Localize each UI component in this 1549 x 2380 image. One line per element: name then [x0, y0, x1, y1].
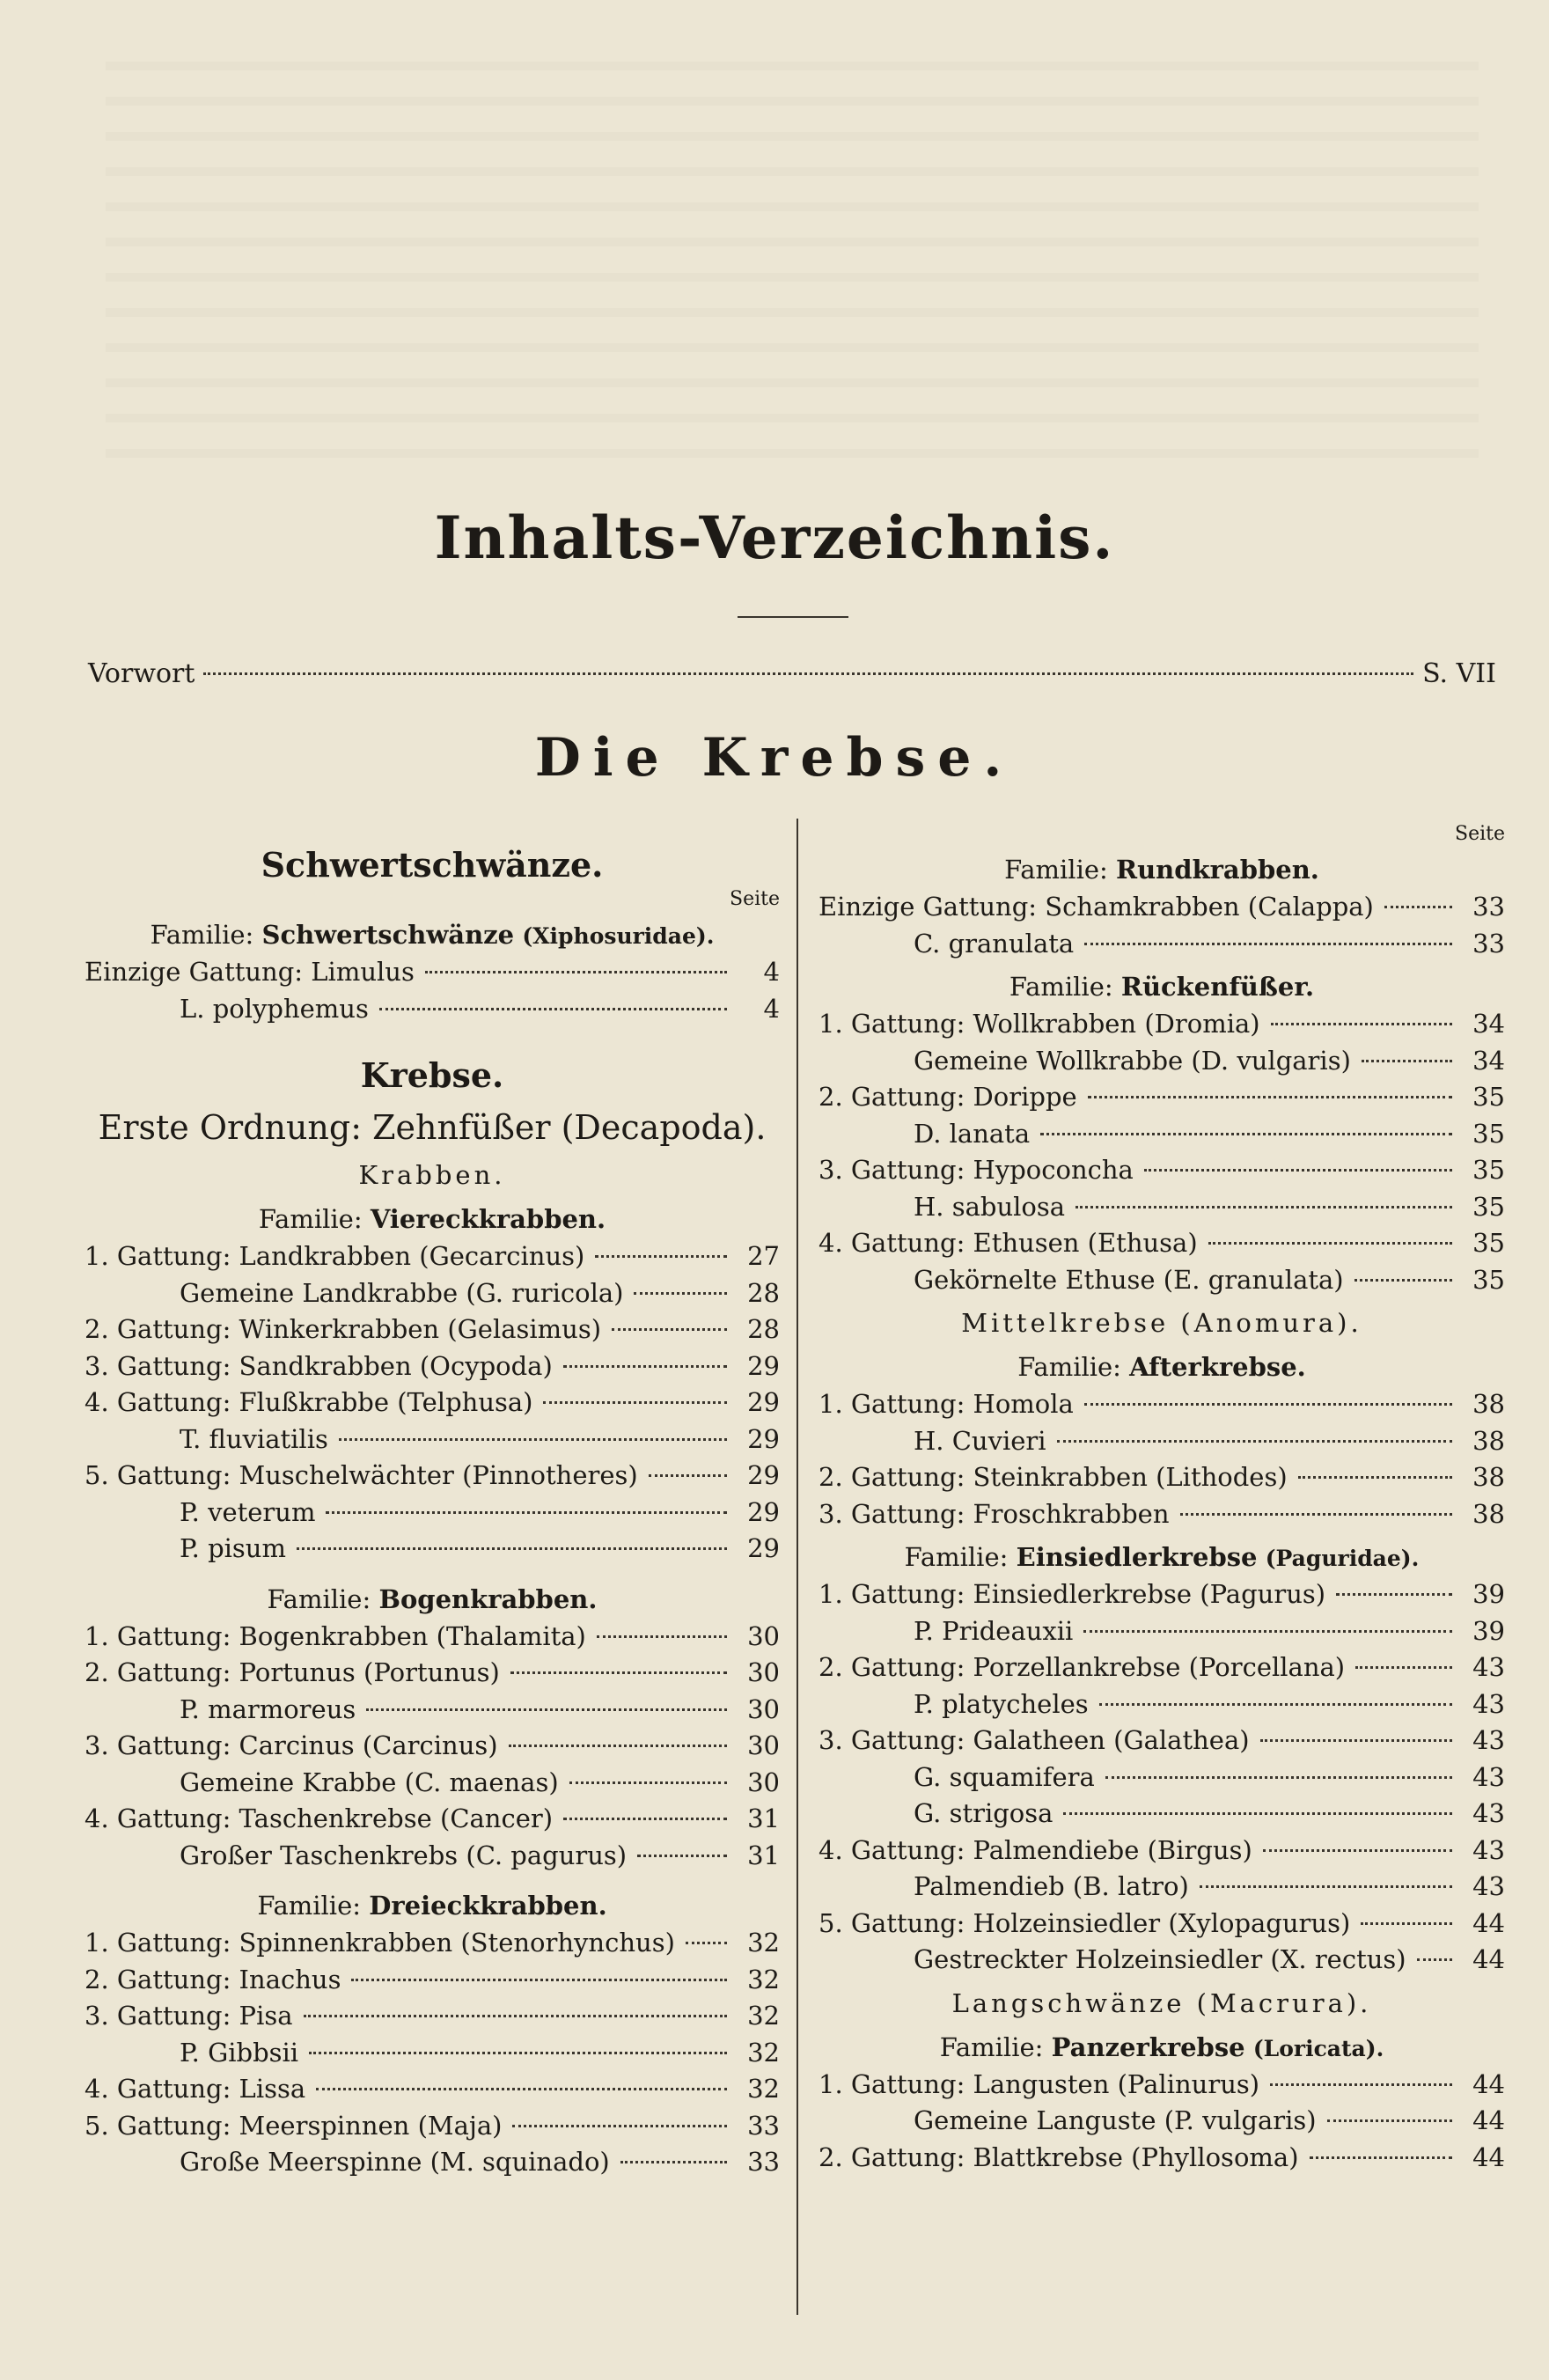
- entry-text: 3. Gattung: Pisa: [84, 2001, 293, 2031]
- family-latin: (Paguridae).: [1265, 1546, 1420, 1571]
- entry-text: 1. Gattung: Einsiedlerkrebse (Pagurus): [819, 1579, 1326, 1609]
- page-number: 4: [763, 993, 780, 1024]
- toc-entry: [819, 1116, 1505, 1153]
- entry-list: [819, 1386, 1505, 1532]
- toc-entry: [84, 2035, 780, 2072]
- family-heading: [819, 967, 1505, 1006]
- page-number: 43: [1472, 1725, 1505, 1755]
- subgroup-heading: Mittelkrebse (Anomura).: [961, 1308, 1362, 1338]
- family-prefix: Familie:: [939, 2031, 1044, 2062]
- family-heading: [84, 1886, 780, 1925]
- toc-entry: [84, 1728, 780, 1765]
- page-number: 43: [1472, 1761, 1505, 1792]
- group-heading: Schwertschwänze.: [261, 845, 604, 885]
- toc-entry: [819, 1833, 1505, 1869]
- page-number: 31: [747, 1840, 780, 1870]
- dot-leader: [1298, 1476, 1452, 1479]
- toc-entry: [819, 1225, 1505, 1262]
- vorwort-page: S. VII: [1422, 658, 1496, 689]
- dot-leader: [1088, 1096, 1452, 1098]
- dot-leader: [595, 1255, 727, 1258]
- dot-leader: [366, 1708, 727, 1711]
- entry-text: 4. Gattung: Taschenkrebse (Cancer): [84, 1803, 554, 1833]
- title-rule: [738, 616, 848, 618]
- family-heading: [819, 2028, 1505, 2067]
- entry-text: 3. Gattung: Froschkrabben: [819, 1498, 1170, 1529]
- family-name: Viereckkrabben.: [370, 1204, 606, 1234]
- toc-entry: [84, 1531, 780, 1568]
- toc-entry: [84, 1421, 780, 1458]
- page-number: 34: [1472, 1045, 1505, 1076]
- dot-leader: [1355, 1666, 1452, 1669]
- entry-list: [84, 1238, 780, 1568]
- entry-text: 1. Gattung: Wollkrabben (Dromia): [819, 1009, 1260, 1039]
- dot-leader: [510, 1671, 727, 1674]
- page-number: 27: [747, 1241, 780, 1271]
- family-name: Bogenkrabben.: [378, 1583, 598, 1614]
- dot-leader: [1099, 1703, 1452, 1706]
- page-number: 32: [747, 2074, 780, 2104]
- dot-leader: [543, 1401, 727, 1404]
- dot-leader: [1075, 1206, 1452, 1208]
- entry-text: H. Cuvieri: [914, 1425, 1046, 1456]
- dot-leader: [1084, 943, 1452, 945]
- page-number: 38: [1472, 1462, 1505, 1492]
- dot-leader: [569, 1781, 727, 1784]
- family-name: Rundkrabben.: [1116, 855, 1319, 885]
- dot-leader: [1336, 1593, 1452, 1596]
- dot-leader: [425, 971, 727, 973]
- family-prefix: Familie:: [150, 920, 254, 950]
- page-number: 33: [747, 2147, 780, 2177]
- page-number: 35: [1472, 1264, 1505, 1295]
- toc-entry: [819, 1079, 1505, 1116]
- left-column: [84, 819, 780, 2181]
- dot-leader: [1260, 1739, 1452, 1742]
- toc-entry: [819, 1152, 1505, 1189]
- entry-text: P. Gibbsii: [180, 2037, 299, 2068]
- entry-text: 3. Gattung: Sandkrabben (Ocypoda): [84, 1350, 553, 1381]
- toc-entry: [819, 1649, 1505, 1686]
- dot-leader: [1354, 1279, 1452, 1282]
- dot-leader: [339, 1438, 727, 1441]
- toc-entry: [819, 1869, 1505, 1906]
- toc-entry: [819, 1759, 1505, 1796]
- page-number: 44: [1472, 2068, 1505, 2099]
- page-number: 38: [1472, 1389, 1505, 1419]
- right-column: [819, 819, 1505, 2176]
- dot-leader: [1263, 1849, 1452, 1852]
- toc-entry: [84, 2144, 780, 2181]
- page-number: 32: [747, 1928, 780, 1958]
- entry-text: P. marmoreus: [180, 1693, 356, 1724]
- family-name: Einsiedlerkrebse: [1016, 1542, 1258, 1572]
- family-heading: [84, 1580, 780, 1619]
- family-latin: (Xiphosuridae).: [522, 923, 715, 949]
- page-number: 43: [1472, 1871, 1505, 1901]
- family-prefix: Familie:: [257, 1891, 362, 1921]
- entry-list: [84, 954, 780, 1027]
- toc-entry: [819, 1459, 1505, 1496]
- page-title: Inhalts-Verzeichnis.: [434, 503, 1115, 572]
- dot-leader: [1417, 1958, 1452, 1961]
- entry-text: 5. Gattung: Meerspinnen (Maja): [84, 2110, 503, 2141]
- entry-list: [84, 1925, 780, 2181]
- dot-leader: [634, 1292, 727, 1295]
- entry-text: 1. Gattung: Langusten (Palinurus): [819, 2068, 1260, 2099]
- family-prefix: Familie:: [1004, 855, 1108, 885]
- dot-leader: [563, 1365, 727, 1368]
- dot-leader: [1040, 1133, 1452, 1135]
- toc-entry: [84, 1238, 780, 1275]
- entry-text: Gemeine Landkrabbe (G. ruricola): [180, 1277, 624, 1308]
- subgroup-heading: Krabben.: [358, 1160, 506, 1190]
- entry-text: 4. Gattung: Ethusen (Ethusa): [819, 1228, 1198, 1258]
- dot-leader: [1384, 906, 1452, 908]
- page-number: 30: [747, 1767, 780, 1797]
- show-through-bleed: [106, 35, 1479, 475]
- entry-text: G. squamifera: [914, 1761, 1095, 1792]
- entry-text: 2. Gattung: Portunus (Portunus): [84, 1657, 500, 1687]
- page-number: 31: [747, 1803, 780, 1833]
- entry-text: 3. Gattung: Hypoconcha: [819, 1155, 1134, 1185]
- entry-text: L. polyphemus: [180, 993, 369, 1024]
- entry-text: 4. Gattung: Lissa: [84, 2074, 306, 2104]
- page-number: 29: [747, 1496, 780, 1527]
- dot-leader: [637, 1855, 727, 1857]
- dot-leader: [1310, 2156, 1452, 2159]
- page-number: 35: [1472, 1191, 1505, 1222]
- family-name: Rückenfüßer.: [1120, 972, 1315, 1002]
- dot-leader: [1063, 1812, 1452, 1815]
- entry-text: Gestreckter Holzeinsiedler (X. rectus): [914, 1944, 1406, 1974]
- toc-entry: [84, 1692, 780, 1729]
- family-prefix: Familie:: [258, 1204, 363, 1234]
- page-number: 29: [747, 1533, 780, 1563]
- entry-text: 5. Gattung: Holzeinsiedler (Xylopagurus): [819, 1907, 1351, 1938]
- section-title: Die Krebse.: [534, 727, 1015, 789]
- entry-text: 2. Gattung: Blattkrebse (Phyllosoma): [819, 2141, 1299, 2172]
- page-number: 35: [1472, 1082, 1505, 1112]
- family-name: Panzerkrebse: [1051, 2031, 1245, 2062]
- family-heading: [84, 915, 780, 954]
- family-prefix: Familie:: [1009, 972, 1113, 1002]
- entry-text: 5. Gattung: Muschelwächter (Pinnotheres): [84, 1460, 638, 1490]
- toc-entry: [84, 1962, 780, 1999]
- page-number: 29: [747, 1387, 780, 1417]
- toc-entry: [819, 1043, 1505, 1080]
- family-heading: [819, 1348, 1505, 1386]
- page-number: 35: [1472, 1228, 1505, 1258]
- page-number: 4: [763, 957, 780, 987]
- toc-entry: [84, 1838, 780, 1875]
- page-number: 32: [747, 2001, 780, 2031]
- family-prefix: Familie:: [904, 1542, 1009, 1572]
- entry-list: [84, 1619, 780, 1875]
- dot-leader: [1105, 1776, 1452, 1779]
- entry-text: Gekörnelte Ethuse (E. granulata): [914, 1264, 1344, 1295]
- toc-entry: [84, 1348, 780, 1385]
- page-number: 35: [1472, 1118, 1505, 1149]
- entry-text: 1. Gattung: Homola: [819, 1389, 1074, 1419]
- toc-entry: [84, 2071, 780, 2108]
- toc-entry: [84, 1998, 780, 2035]
- entry-text: 2. Gattung: Winkerkrabben (Gelasimus): [84, 1314, 602, 1344]
- group-heading: Krebse.: [360, 1055, 504, 1095]
- entry-text: P. platycheles: [914, 1688, 1089, 1719]
- page-number: 33: [1472, 928, 1505, 959]
- toc-entry: [819, 1386, 1505, 1423]
- entry-text: Einzige Gattung: Schamkrabben (Calappa): [819, 892, 1374, 922]
- dot-leader: [649, 1474, 727, 1477]
- dot-leader: [1362, 1060, 1452, 1062]
- entry-list: [819, 889, 1505, 962]
- toc-entry: [84, 2108, 780, 2145]
- toc-entry: [84, 1655, 780, 1692]
- toc-entry: [819, 1613, 1505, 1650]
- dot-leader: [1057, 1440, 1452, 1443]
- toc-entry: [819, 1686, 1505, 1723]
- dot-leader: [1084, 1403, 1452, 1406]
- page-number: 43: [1472, 1652, 1505, 1682]
- vorwort-entry: [88, 658, 1496, 689]
- toc-entry: [819, 1796, 1505, 1833]
- toc-entry: [819, 1723, 1505, 1759]
- page-number: 33: [747, 2110, 780, 2141]
- entry-text: 3. Gattung: Carcinus (Carcinus): [84, 1730, 498, 1760]
- dot-leader: [1327, 2119, 1452, 2122]
- dot-leader: [326, 1511, 727, 1514]
- entry-text: Palmendieb (B. latro): [914, 1871, 1189, 1901]
- dot-leader: [1361, 1922, 1452, 1925]
- toc-entry: [819, 1423, 1505, 1460]
- entry-text: C. granulata: [914, 928, 1075, 959]
- toc-entry: [84, 1458, 780, 1495]
- entry-text: Großer Taschenkrebs (C. pagurus): [180, 1840, 628, 1870]
- entry-text: P. pisum: [180, 1533, 286, 1563]
- dot-leader: [203, 672, 1413, 675]
- entry-text: 1. Gattung: Landkrabben (Gecarcinus): [84, 1241, 585, 1271]
- page-number: 30: [747, 1657, 780, 1687]
- toc-entry: [84, 1385, 780, 1421]
- toc-entry: [84, 1801, 780, 1838]
- family-name: Afterkrebse.: [1129, 1352, 1306, 1382]
- subgroup-heading: Langschwänze (Macrura).: [951, 1987, 1372, 2018]
- dot-leader: [1144, 1169, 1452, 1172]
- toc-entry: [819, 926, 1505, 963]
- family-latin: (Loricata).: [1252, 2035, 1384, 2061]
- page-number: 29: [747, 1350, 780, 1381]
- toc-entry: [819, 1942, 1505, 1979]
- page-number: 30: [747, 1730, 780, 1760]
- column-divider: [797, 819, 798, 2315]
- toc-entry: [84, 1925, 780, 1962]
- entry-text: H. sabulosa: [914, 1191, 1066, 1222]
- entry-text: Einzige Gattung: Limulus: [84, 957, 415, 987]
- page-number: 28: [747, 1314, 780, 1344]
- page-number: 33: [1472, 892, 1505, 922]
- dot-leader: [351, 1979, 727, 1981]
- page-number: 44: [1472, 1907, 1505, 1938]
- page-number: 39: [1472, 1579, 1505, 1609]
- toc-entry: [84, 954, 780, 991]
- dot-leader: [1083, 1630, 1452, 1633]
- page-number: 38: [1472, 1425, 1505, 1456]
- dot-leader: [509, 1745, 727, 1747]
- page-number: 30: [747, 1620, 780, 1651]
- dot-leader: [316, 2088, 727, 2090]
- dot-leader: [1270, 2083, 1452, 2086]
- entry-text: Gemeine Krabbe (C. maenas): [180, 1767, 559, 1797]
- page-number: 34: [1472, 1009, 1505, 1039]
- family-name: Schwertschwänze: [261, 920, 515, 950]
- toc-entry: [819, 889, 1505, 926]
- family-heading: [819, 1538, 1505, 1576]
- toc-entry: [819, 2067, 1505, 2104]
- dot-leader: [597, 1635, 727, 1638]
- entry-list: [819, 1006, 1505, 1298]
- entry-text: P. Prideauxii: [914, 1615, 1074, 1646]
- entry-text: T. fluviatilis: [180, 1423, 328, 1454]
- toc-entry: [84, 1765, 780, 1802]
- dot-leader: [686, 1942, 727, 1944]
- page-number: 29: [747, 1423, 780, 1454]
- dot-leader: [1200, 1885, 1452, 1888]
- page-number: 35: [1472, 1155, 1505, 1185]
- entry-text: 2. Gattung: Dorippe: [819, 1082, 1077, 1112]
- toc-entry: [819, 1576, 1505, 1613]
- page-number: 43: [1472, 1688, 1505, 1719]
- entry-text: D. lanata: [914, 1118, 1031, 1149]
- dot-leader: [620, 2161, 727, 2163]
- page-number: 43: [1472, 1834, 1505, 1865]
- toc-entry: [84, 1275, 780, 1312]
- toc-entry: [819, 2140, 1505, 2177]
- entry-text: 2. Gattung: Porzellankrebse (Porcellana): [819, 1652, 1346, 1682]
- toc-entry: [819, 1006, 1505, 1043]
- toc-entry: [84, 1619, 780, 1656]
- dot-leader: [379, 1008, 727, 1010]
- toc-entry: [819, 1496, 1505, 1533]
- entry-list: [819, 2067, 1505, 2177]
- dot-leader: [304, 2015, 727, 2017]
- page-number: 28: [747, 1277, 780, 1308]
- toc-entry: [819, 2103, 1505, 2140]
- page-number: 44: [1472, 2105, 1505, 2135]
- family-heading: [819, 850, 1505, 889]
- family-name: Dreieckkrabben.: [369, 1891, 607, 1921]
- dot-leader: [309, 2052, 727, 2054]
- page-number: 43: [1472, 1798, 1505, 1828]
- entry-text: Große Meerspinne (M. squinado): [180, 2147, 610, 2177]
- entry-text: 1. Gattung: Spinnenkrabben (Stenorhynchus): [84, 1928, 675, 1958]
- entry-text: Gemeine Wollkrabbe (D. vulgaris): [914, 1045, 1351, 1076]
- entry-text: 2. Gattung: Steinkrabben (Lithodes): [819, 1462, 1288, 1492]
- page-number: 32: [747, 1964, 780, 1994]
- page-number: 32: [747, 2037, 780, 2068]
- family-heading: [84, 1200, 780, 1238]
- entry-text: G. strigosa: [914, 1798, 1053, 1828]
- toc-entry: [819, 1189, 1505, 1226]
- entry-text: 4. Gattung: Flußkrabbe (Telphusa): [84, 1387, 533, 1417]
- toc-entry: [84, 1311, 780, 1348]
- dot-leader: [1208, 1242, 1452, 1245]
- toc-entry: [819, 1906, 1505, 1943]
- dot-leader: [512, 2125, 727, 2127]
- page-number: 39: [1472, 1615, 1505, 1646]
- entry-text: Gemeine Languste (P. vulgaris): [914, 2105, 1317, 2135]
- entry-text: 4. Gattung: Palmendiebe (Birgus): [819, 1834, 1252, 1865]
- vorwort-label: Vorwort: [88, 658, 195, 689]
- entry-text: P. veterum: [180, 1496, 316, 1527]
- entry-text: 1. Gattung: Bogenkrabben (Thalamita): [84, 1620, 586, 1651]
- family-prefix: Familie:: [267, 1583, 371, 1614]
- page-number: 29: [747, 1460, 780, 1490]
- page-number: 38: [1472, 1498, 1505, 1529]
- family-prefix: Familie:: [1017, 1352, 1121, 1382]
- dot-leader: [563, 1818, 727, 1820]
- dot-leader: [297, 1547, 727, 1550]
- seite-label: Seite: [730, 888, 780, 910]
- entry-text: 3. Gattung: Galatheen (Galathea): [819, 1725, 1250, 1755]
- order-heading: Erste Ordnung: Zehnfüßer (Decapoda).: [98, 1108, 767, 1147]
- page-number: 44: [1472, 2141, 1505, 2172]
- dot-leader: [1180, 1513, 1453, 1516]
- toc-entry: [84, 991, 780, 1028]
- page-number: 44: [1472, 1944, 1505, 1974]
- seite-label: Seite: [1455, 823, 1505, 845]
- dot-leader: [1271, 1023, 1452, 1025]
- dot-leader: [612, 1328, 727, 1331]
- toc-entry: [819, 1262, 1505, 1299]
- entry-text: 2. Gattung: Inachus: [84, 1964, 341, 1994]
- entry-list: [819, 1576, 1505, 1979]
- page-number: 30: [747, 1693, 780, 1724]
- toc-entry: [84, 1495, 780, 1532]
